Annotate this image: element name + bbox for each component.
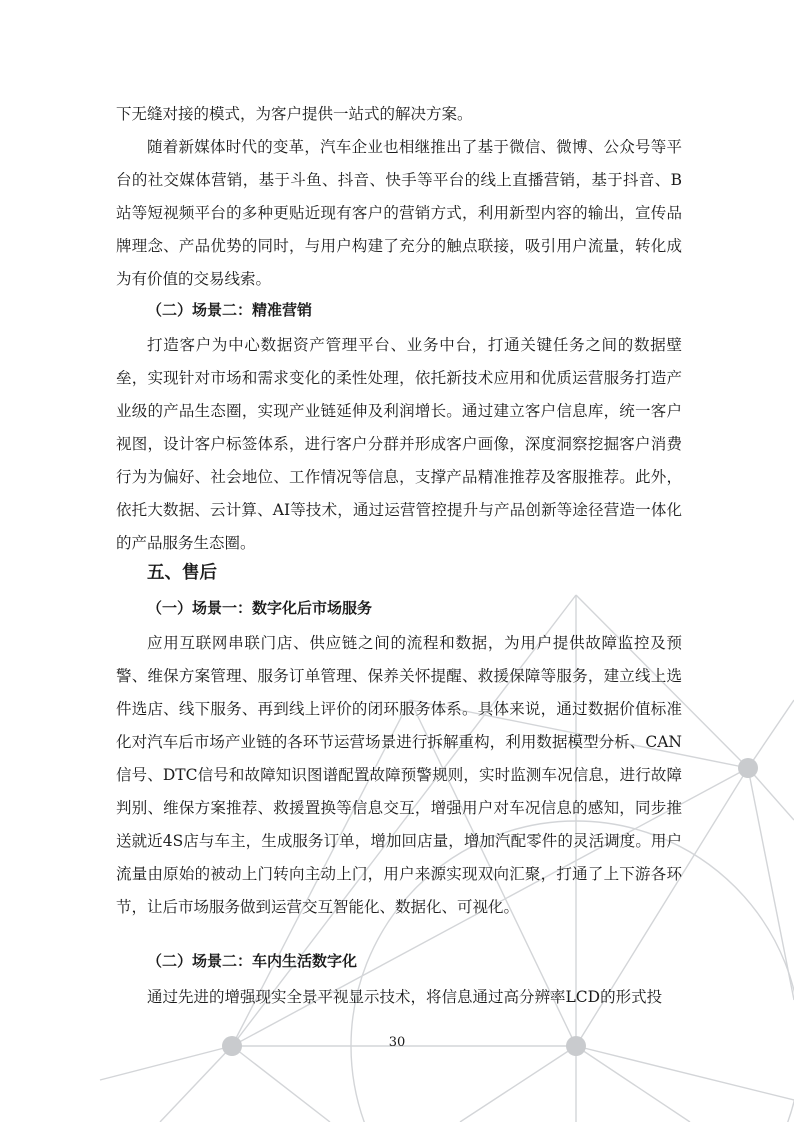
- subheading-in-car-life: （二）场景二：车内生活数字化: [147, 952, 358, 970]
- paragraph-new-media-marketing: 随着新媒体时代的变革，汽车企业也相继推出了基于微信、微博、公众号等平台的社交媒体营销，基于斗鱼、抖音、快手等平台的线上直播营销，基于抖音、B站等短视频平台的多种更贴近现有客户的营销方式，利用新型内容的输出，宣传品牌理念、产品优势的同时，与用户构建了充分的触点联接，吸引用户流量，转化成为有价值的交易线索。: [116, 138, 682, 288]
- subheading-digital-aftermarket: （一）场景一：数字化后市场服务: [147, 599, 373, 617]
- page-number: 30: [388, 1035, 406, 1050]
- subheading-precision-marketing: （二）场景二：精准营销: [147, 301, 313, 319]
- paragraph-digital-aftermarket: 应用互联网串联门店、供应链之间的流程和数据，为用户提供故障监控及预警、维保方案管理、服务订单管理、保养关怀提醒、救援保障等服务，建立线上选件选店、线下服务、再到线上评价的闭环服务体系。具体来说，通过数据价值标准化对汽车后市场产业链的各环节运营场景进行拆解重构，利用数据模型分析、CAN信号、DTC信号和故障知识图谱配置故障预警规则，实时监测车况信息，进行故障判别、维保方案推荐、救援置换等信息交互，增强用户对车况信息的感知，同步推送就近4S店与车主，生成服务订单，增加回店量，增加汽配零件的灵活调度。用户流量由原始的被动上门转向主动上门，用户来源实现双向汇聚，打通了上下游各环节，让后市场服务做到运营交互智能化、数据化、可视化。: [116, 634, 682, 916]
- section-heading-after-sales: 五、售后: [147, 563, 217, 583]
- continuation-paragraph: 下无缝对接的模式，为客户提供一站式的解决方案。: [116, 105, 473, 123]
- paragraph-precision-marketing: 打造客户为中心数据资产管理平台、业务中台，打通关键任务之间的数据壁垒，实现针对市场和需求变化的柔性处理，依托新技术应用和优质运营服务打造产业级的产品生态圈，实现产业链延伸及利润增长。通过建立客户信息库，统一客户视图，设计客户标签体系，进行客户分群并形成客户画像，深度洞察挖掘客户消费行为为偏好、社会地位、工作情况等信息，支撑产品精准推荐及客服推荐。此外，依托大数据、云计算、AI等技术，通过运营管控提升与产品创新等途径营造一体化的产品服务生态圈。: [116, 336, 682, 552]
- paragraph-in-car-life: 通过先进的增强现实全景平视显示技术，将信息通过高分辨率LCD的形式投: [147, 988, 663, 1006]
